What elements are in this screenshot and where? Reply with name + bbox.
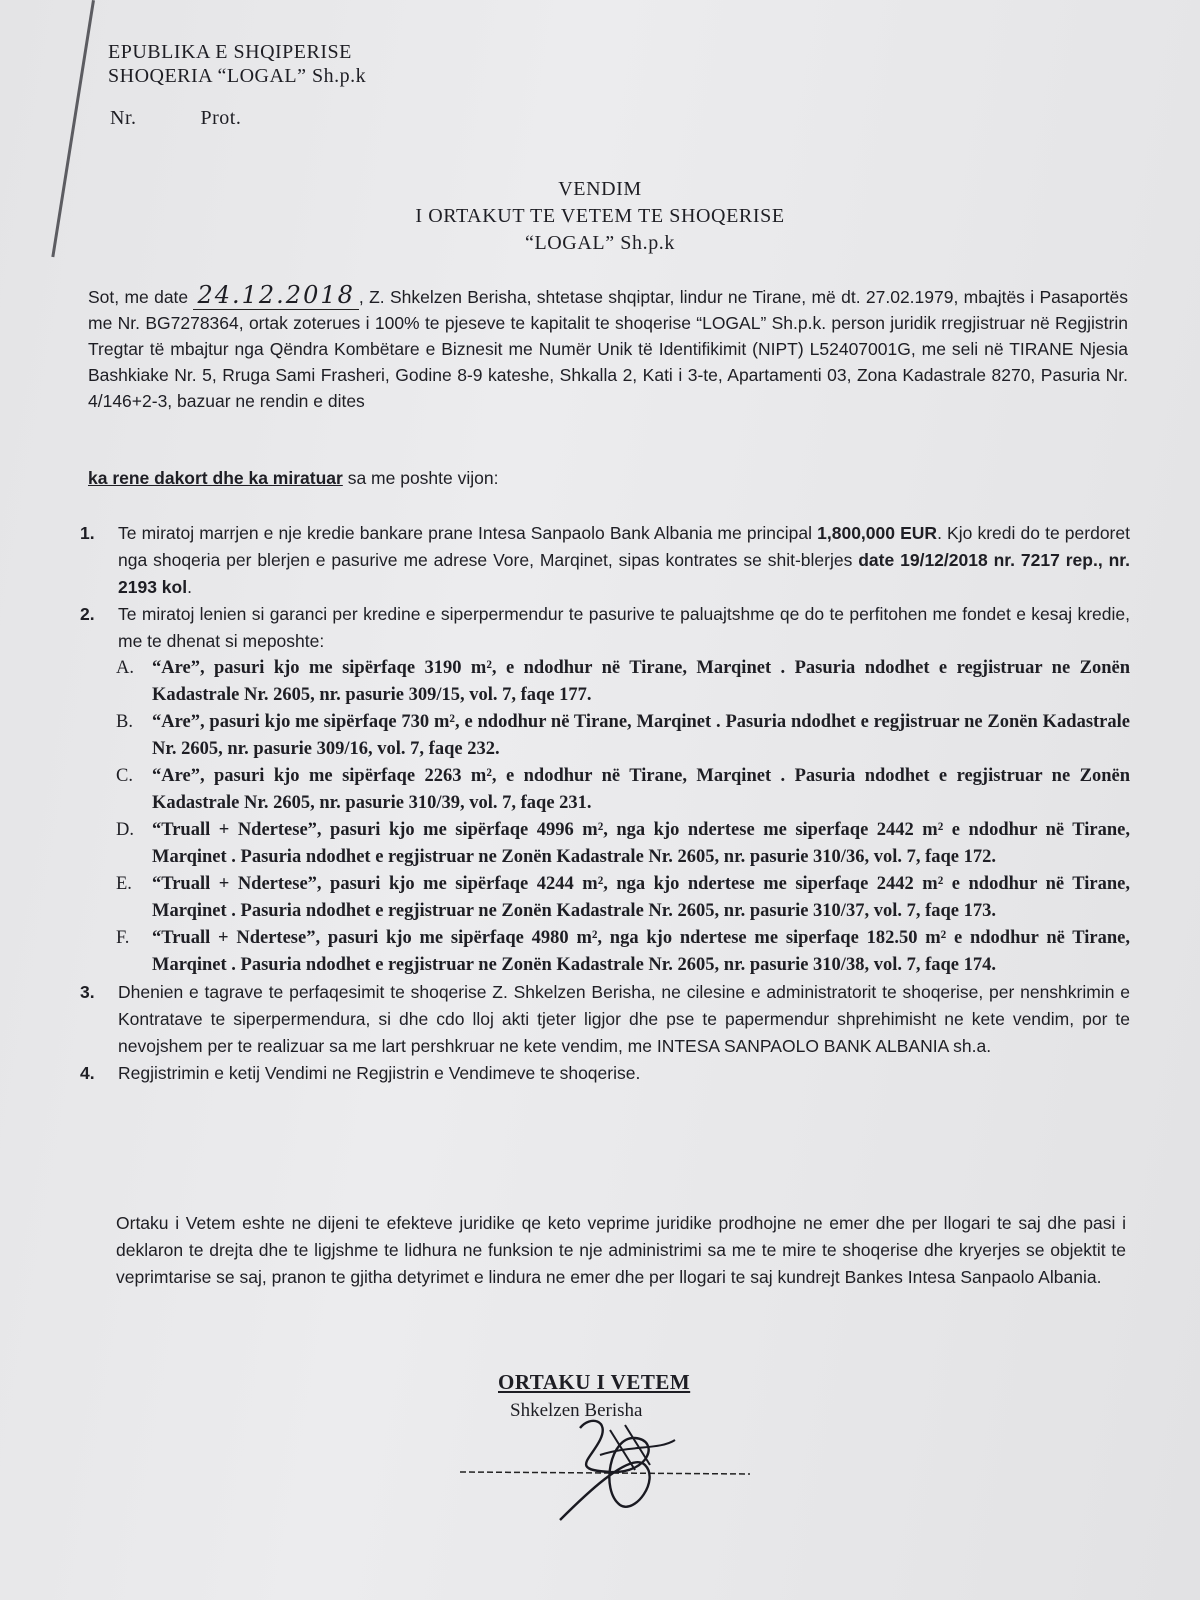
signatory-name: Shkelzen Berisha [510,1400,643,1421]
item-text: Regjistrimin e ketij Vendimi ne Regjistrin e Vendimeve te shoqerise. [118,1063,641,1083]
nr-label: Nr. [110,107,137,129]
property-text: “Truall + Ndertese”, pasuri kjo me sipërfaqe 4980 m², nga kjo ndertese me siperfaqe 182.50 m² e ndodhur në Tirane, Marqinet . Pasuria ndodhet e regjistruar ne Zonën Kadastrale Nr. 2605, nr. pasurie 310/38, vol. 7, faqe 174. [152,928,1130,975]
property-text: “Truall + Ndertese”, pasuri kjo me sipërfaqe 4244 m², nga kjo ndertese me siperfaqe 2442 m² e ndodhur në Tirane, Marqinet . Pasuria ndodhet e regjistruar ne Zonën Kadastrale Nr. 2605, nr. pasurie 310/37, vol. 7, faqe 173. [152,874,1130,921]
property-item-a [80,655,1130,709]
item-number: 3. [80,982,95,1002]
handwritten-date: 24.12.2018 [193,281,358,310]
property-item-e [80,871,1130,925]
contract-reference: date 19/12/2018 nr. 7217 rep., nr. 2193 kol [118,550,1130,597]
title-line-1: VENDIM [558,178,642,200]
property-text: “Are”, pasuri kjo me sipërfaqe 3190 m², e ndodhur në Tirane, Marqinet . Pasuria ndodhet e regjistruar ne Zonën Kadastrale Nr. 2605, nr. pasurie 309/15, vol. 7, faqe 177. [152,658,1130,705]
signature-title: ORTAKU I VETEM [498,1370,691,1394]
list-item-4 [80,1060,1130,1087]
letterhead-line-2: SHOQERIA “LOGAL” Sh.p.k [108,65,367,87]
lead-rest: sa me poshte vijon: [342,468,499,488]
list-item-2 [80,601,1130,655]
intro-paragraph [88,282,1128,414]
property-text: “Are”, pasuri kjo me sipërfaqe 730 m², e ndodhur në Tirane, Marqinet . Pasuria ndodhet e regjistruar ne Zonën Kadastrale Nr. 2605, nr. pasurie 309/16, vol. 7, faqe 232. [152,712,1130,759]
item-text: . [187,577,192,597]
item-text: Te miratoj marrjen e nje kredie bankare prane Intesa Sanpaolo Bank Albania me principal [118,523,818,543]
prot-label: Prot. [200,107,242,129]
property-item-c [80,763,1130,817]
item-text: Te miratoj lenien si garanci per kredine e siperpermendur te pasurive te paluajtshme qe do te perfitohen me fondet e kesaj kredie, me te dhenat si meposhte: [118,604,1130,651]
letterhead [108,40,367,129]
protocol-line [110,106,310,130]
closing-paragraph: Ortaku i Vetem eshte ne dijeni te efekteve juridike qe keto veprime juridike prodhojne ne emer dhe per llogari te saj dhe pasi i deklaron te drejta dhe te ligjshme te lidhura ne funksion te nje administrimi sa me te mire te shoqerise dhe kryerjes se objektit te veprimtarise se saj, pranon te gjitha detyrimet e lindura ne emer dhe per llogari te saj kundrejt Bankes Intesa Sanpaolo Albania. [116,1213,1126,1287]
property-letter: D. [116,820,134,840]
property-item-d [80,817,1130,871]
item-number: 4. [80,1063,95,1083]
list-item-1 [80,520,1130,601]
property-text: “Truall + Ndertese”, pasuri kjo me sipërfaqe 4996 m², nga kjo ndertese me siperfaqe 2442 m² e ndodhur në Tirane, Marqinet . Pasuria ndodhet e regjistruar ne Zonën Kadastrale Nr. 2605, nr. pasurie 310/36, vol. 7, faqe 172. [152,820,1130,867]
loan-amount: 1,800,000 EUR [817,523,938,543]
lead-bold: ka rene dakort dhe ka miratuar [88,468,343,488]
intro-before-date: Sot, me date [88,287,194,307]
property-letter: C. [116,766,133,786]
title-line-2: I ORTAKUT TE VETEM TE SHOQERISE [415,205,785,227]
letterhead-line-1: EPUBLIKA E SHQIPERISE [108,41,352,63]
property-letter: A. [116,658,134,678]
intro-after-date: , Z. Shkelzen Berisha, shtetase shqiptar, lindur ne Tirane, më dt. 27.02.1979, mbajtës i Pasaportës me Nr. BG7278364, ortak zoterues i 100% te pjeseve te kapitalit te shoqerise “LOGAL” Sh.p.k. person juridik rregjistruar në Regjistrin Tregtar të mbajtur nga Qëndra Kombëtare e Biznesit me Numër Unik të Identifikimit (NIPT) L52407001G, me seli në TIRANE Njesia Bashkiake Nr. 5, Rruga Sami Frasheri, Godine 8-9 kateshe, Shkalla 2, Kati i 3-te, Apartamenti 03, Zona Kadastrale 8270, Pasuria Nr. 4/146+2-3, bazuar ne rendin e dites [88,287,1128,411]
document-title [0,176,1200,257]
item-text: . Kjo kredi do te perdoret nga shoqeria per blerjen e pasurive me adrese Vore, Marqinet, sipas kontrates se shit-blerjes [118,523,1130,570]
property-text: “Are”, pasuri kjo me sipërfaqe 2263 m², e ndodhur në Tirane, Marqinet . Pasuria ndodhet e regjistruar ne Zonën Kadastrale Nr. 2605, nr. pasurie 310/39, vol. 7, faqe 231. [152,766,1130,813]
resolution-lead [88,468,498,489]
property-letter: F. [116,928,130,948]
list-item-3 [80,979,1130,1060]
property-letter: E. [116,874,132,894]
title-line-3: “LOGAL” Sh.p.k [524,232,676,254]
property-item-f [80,925,1130,979]
property-letter: B. [116,712,133,732]
item-number: 2. [80,604,95,624]
property-item-b [80,709,1130,763]
handwritten-signature [460,1410,760,1530]
item-number: 1. [80,523,95,543]
item-text: Dhenien e tagrave te perfaqesimit te shoqerise Z. Shkelzen Berisha, ne cilesine e administratorit te shoqerise, per nenshkrimin e Kontratave te siperpermendura, si dhe cdo lloj akti tjeter ligjor dhe pse te papermendur shprehimisht ne kete vendim, por te nevojshem per te realizuar sa me lart pershkruar ne kete vendim, me INTESA SANPAOLO BANK ALBANIA sh.a. [118,982,1130,1056]
resolution-list [80,520,1130,1087]
